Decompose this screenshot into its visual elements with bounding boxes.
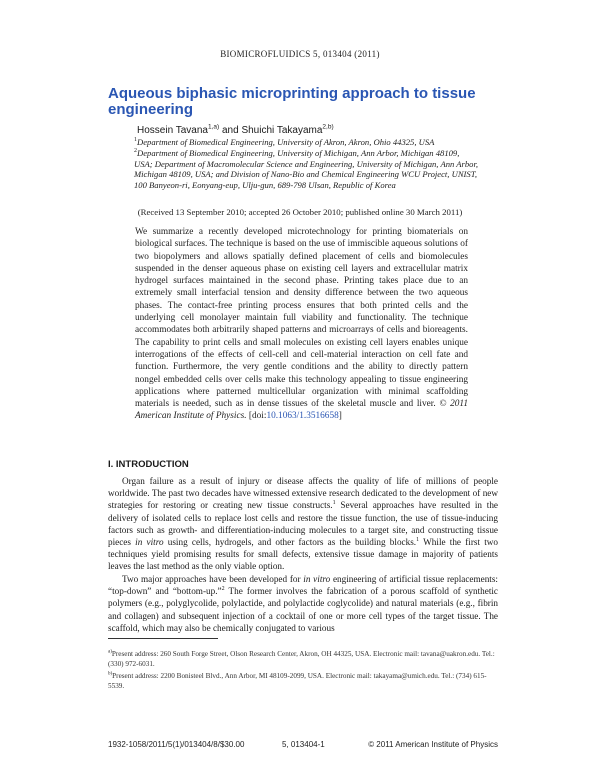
paragraph-text: Several approaches have resulted in the delivery of isolated cells to replace lost cells and restore the tissue function, the use of tissue-inducing factors such as growth- and differentiation-inducing molecules to a target site, and constructing tissue pieces [108, 500, 499, 548]
affiliation-number: 2 [134, 147, 137, 154]
footnote-divider [108, 638, 218, 639]
paragraph-text: engineering of artificial tissue replacements: “top-down” and “bottom-up.” [108, 574, 498, 597]
footnote-text: Present address: 260 South Forge Street, Olson Research Center, Akron, OH 44325, USA. Electronic mail: tavana@uakron.edu. Tel.: (330) 972-6031. [108, 650, 495, 668]
doi-prefix: [doi: [246, 411, 267, 422]
body-paragraph-2 [108, 573, 498, 634]
footer-page-number: 5, 013404-1 [282, 740, 325, 749]
author-name: Shuichi Takayama [241, 125, 323, 136]
body-paragraph-1 [108, 475, 498, 573]
affiliation-number: 1 [134, 137, 137, 144]
footer-copyright: © 2011 American Institute of Physics [368, 740, 498, 749]
affiliation-1 [134, 137, 479, 148]
author-name: Hossein Tavana [137, 125, 208, 136]
reference-mark[interactable]: 1 [416, 536, 420, 543]
footnote-b [108, 672, 500, 691]
running-head: BIOMICROFLUIDICS 5, 013404 (2011) [220, 49, 380, 59]
footnote-a [108, 650, 500, 669]
footer-issn: 1932-1058/2011/5(1)/013404/8/$30.00 [108, 740, 245, 749]
author-affiliation-mark: 2,b) [322, 123, 334, 131]
footnote-mark: a) [108, 649, 112, 655]
doi-suffix: ] [338, 411, 342, 422]
italic-term: in vitro [303, 574, 331, 584]
footnote-mark: b) [108, 671, 113, 677]
doi-link[interactable]: 10.1063/1.3516658 [266, 411, 339, 422]
paragraph-text: The former involves the fabrication of a porous scaffold of synthetic polymers (e.g., polyglycolide, polylactide, and polylactide coglycolide) and natural materials (e.g., fibrin and collagen) and subsequent injection of a cocktail of one or more cell types of the target tissue. The scaffold, which may also be chemically conjugated to various [108, 586, 498, 633]
italic-term: in vitro [135, 537, 164, 548]
author-connector: and [219, 125, 242, 136]
paragraph-text: using cells, hydrogels, and other factors as the building blocks. [163, 537, 417, 548]
affiliation-text: Department of Biomedical Engineering, University of Michigan, Ann Arbor, Michigan 48109, USA; Department of Macromolecular Science and Engineering, University of Michigan, Ann Arbor, Michigan 48109, USA; and Division of Nano-Bio and Chemical Engineering WCU Project, UNIST, 100 Banyeon-ri, Eonyang-eup, Ulju-gun, 689-798 Ulsan, Republic of Korea [134, 147, 479, 191]
footnote-text: Present address: 2200 Bonisteel Blvd., Ann Arbor, MI 48109-2099, USA. Electronic mail: takayama@umich.edu. Tel.: (734) 615-5539. [108, 672, 487, 690]
paragraph-text: While the first two techniques yield promising results for small defects, extensive tissue damage in majority of patients leaves the last method as the only viable option. [108, 537, 498, 572]
affiliations [134, 137, 479, 191]
paragraph-text: Two major approaches have been developed for [122, 574, 304, 584]
reference-mark[interactable]: 2 [221, 586, 225, 593]
paragraph-text: Organ failure as a result of injury or disease affects the quality of life of millions of people worldwide. The past two decades have witnessed extensive research dedicated to the development of new strategies for restoring or creating new tissue constructs. [108, 476, 498, 511]
abstract-copyright: © 2011 American Institute of Physics. [135, 399, 468, 422]
reference-mark[interactable]: 1 [332, 500, 336, 507]
affiliation-2 [134, 148, 479, 191]
article-title: Aqueous biphasic microprinting approach to tissue engineering [108, 85, 476, 118]
author-affiliation-mark: 1,a) [207, 123, 220, 131]
received-dates: (Received 13 September 2010; accepted 26 October 2010; published online 30 March 2011) [137, 207, 463, 217]
abstract-text: We summarize a recently developed microtechnology for printing biomaterials on biological surfaces. The technique is based on the use of immiscible aqueous solutions of two biopolymers and allows spatially defined placement of cells and biomolecules suspended in the denser aqueous phase on existing cell layers and extracellular matrix hydrogel surfaces maintained in the second phase. Printing takes place due to an extremely small interfacial tension and density difference between the two aqueous phases. The contact-free printing process ensures that both printed cells and the underlying cell monolayer maintain full viability and functionality. The technique accommodates both arbitrarily shaped patterns and microarrays of cells and bioreagents. The capability to print cells and small molecules on existing cell layers enables unique interrogations of the effects of cell-cell and cell-material interaction on cell fate and function. Furthermore, the very gentle conditions and the ability to directly pattern nongel embedded cells over cells make this technology appealing to tissue engineering applications where patterned multicellular organization with minimal scaffolding materials is needed, such as in dense tissues of the skeletal muscle and liver. [135, 227, 468, 410]
footnotes [108, 650, 500, 694]
author-line [137, 125, 477, 137]
abstract [135, 226, 468, 423]
affiliation-text: Department of Biomedical Engineering, University of Akron, Akron, Ohio 44325, USA [137, 137, 435, 147]
section-heading: I. INTRODUCTION [108, 459, 189, 470]
